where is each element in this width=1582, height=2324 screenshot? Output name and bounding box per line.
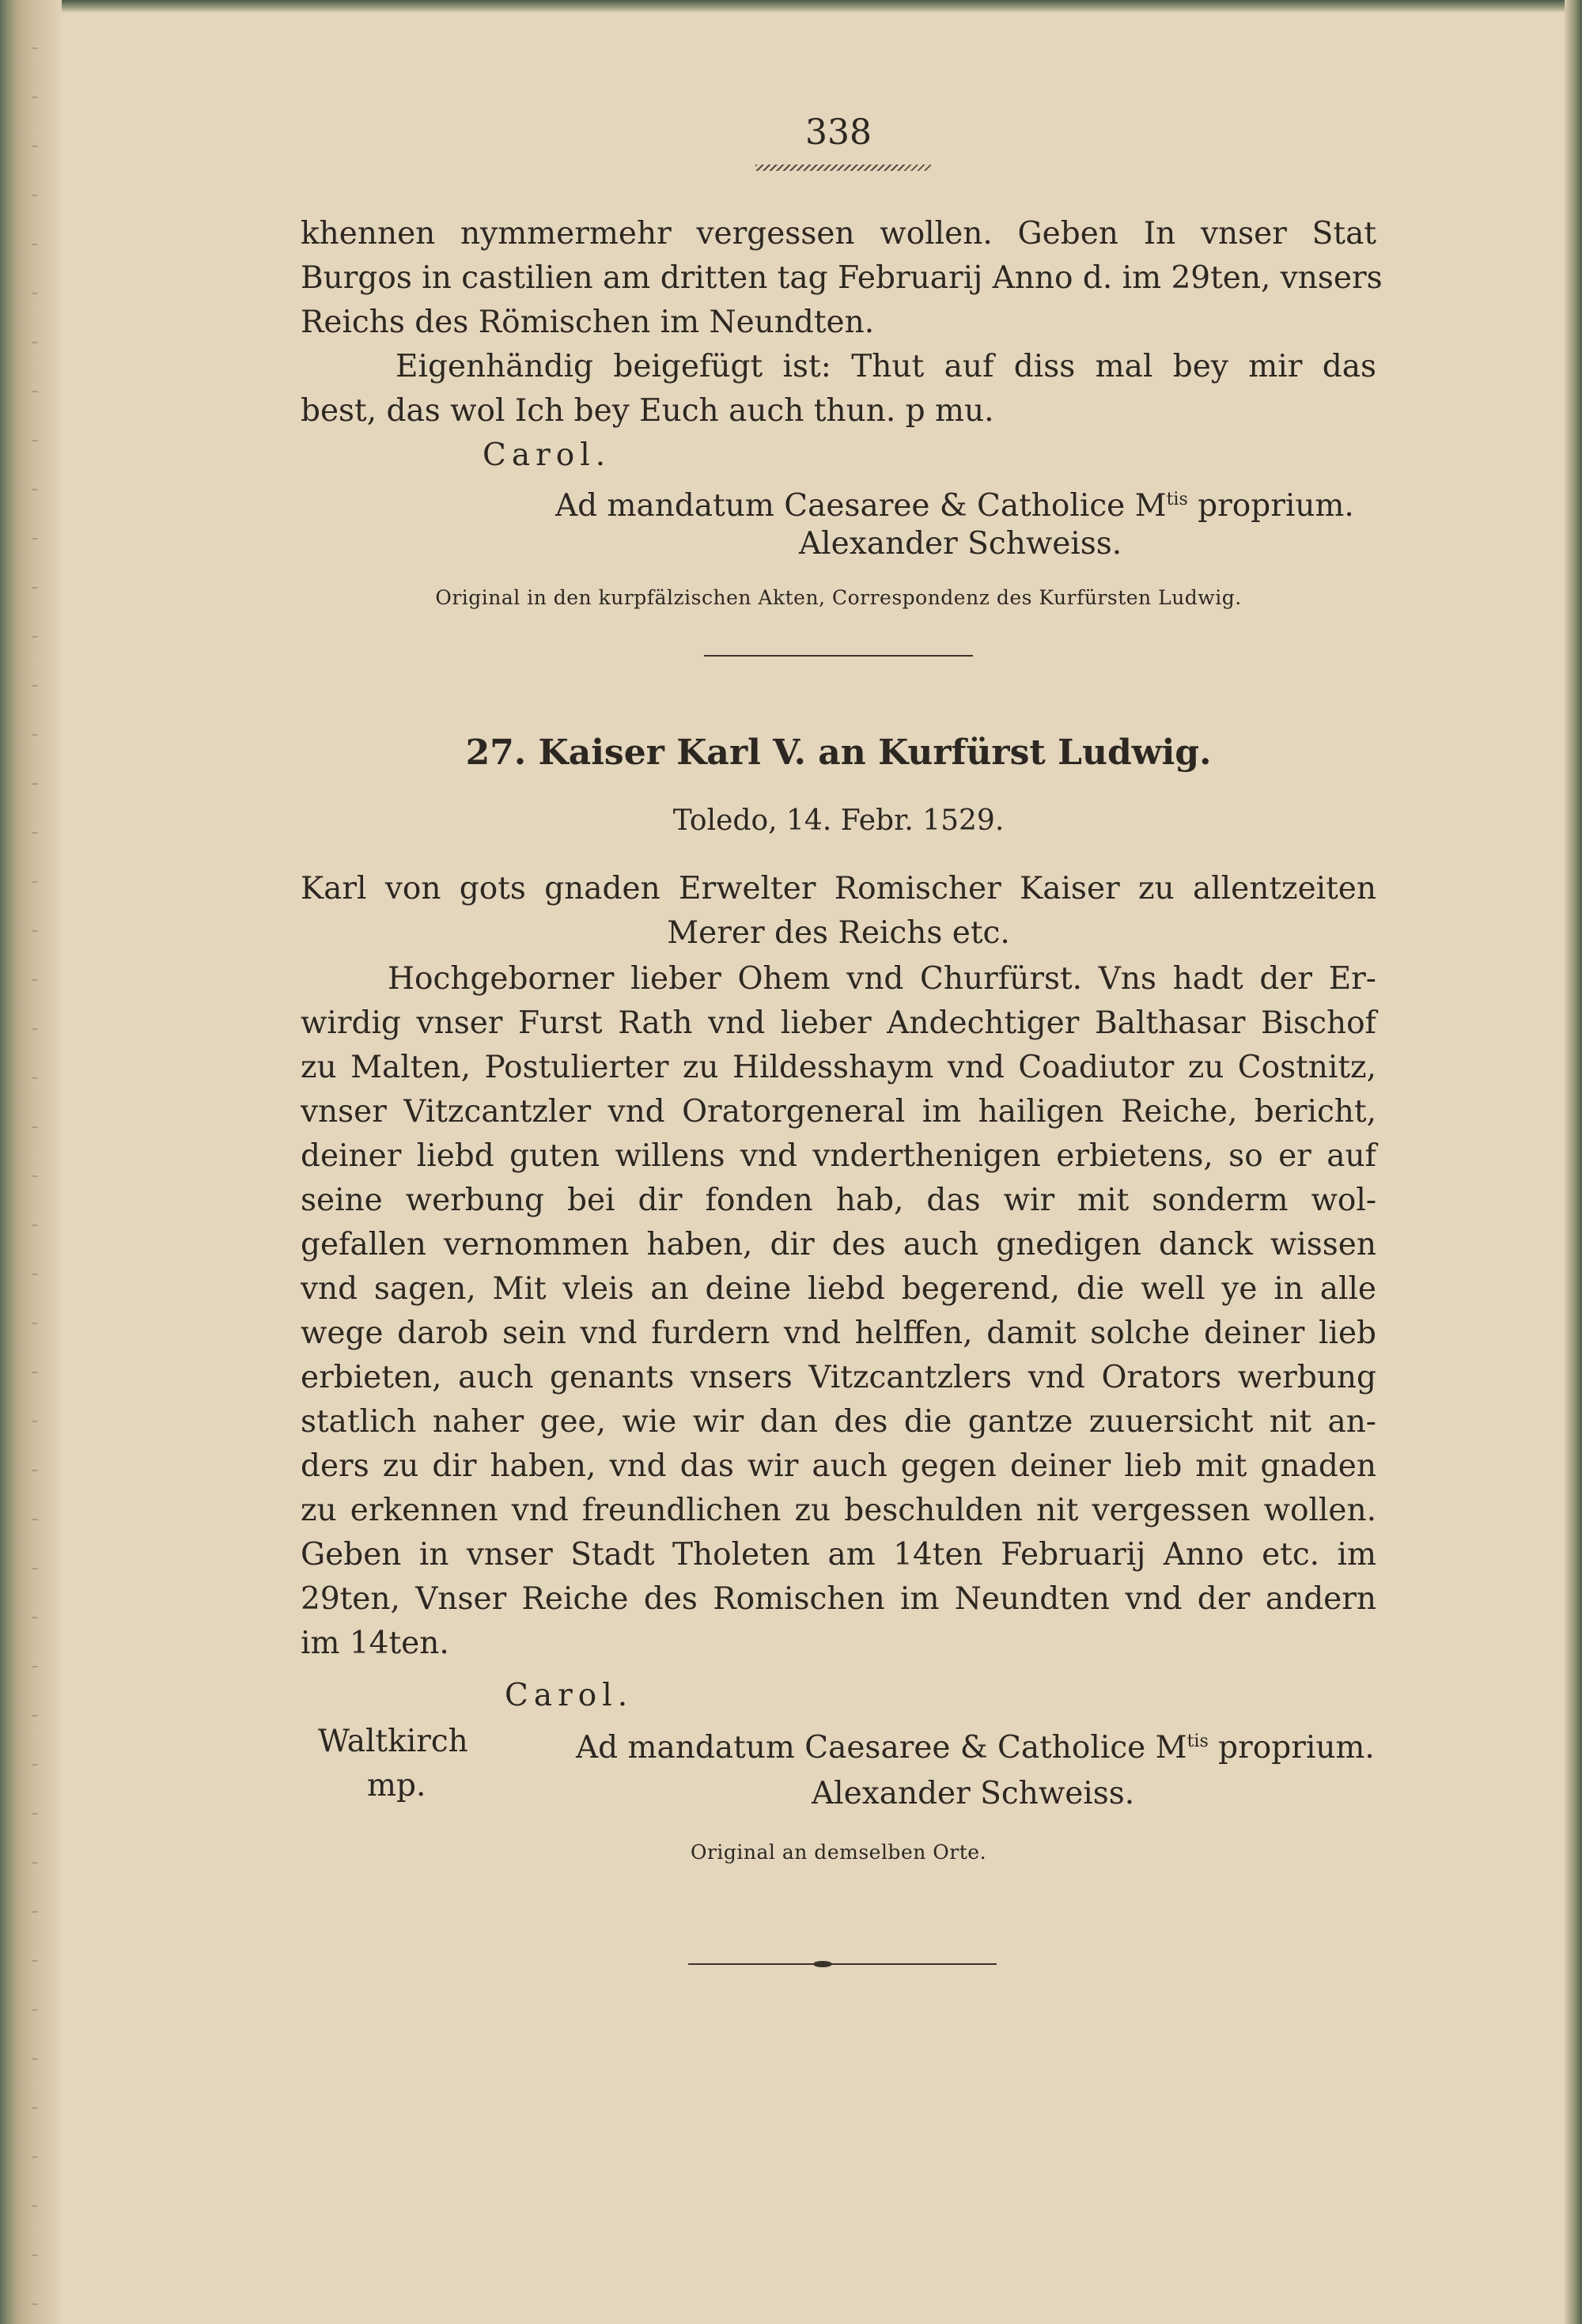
text-line: Burgos in castilien am dritten tag Februarij Anno d. im 29ten, vnsers: [301, 260, 1383, 296]
page-right-edge: [1565, 0, 1582, 2324]
page-number-ornament: [755, 165, 931, 171]
end-ornament-center: [813, 1961, 832, 1967]
signature: Carol.: [483, 437, 611, 473]
page-stack-lines: [32, 0, 38, 2324]
section-divider: [704, 655, 973, 657]
body-line: statlich naher gee, wie wir dan des die gantze zuuersicht nit an-: [301, 1404, 1376, 1440]
mandatum-end: proprium.: [1187, 488, 1354, 524]
mandatum-line: [555, 478, 1354, 528]
intro-line: Karl von gots gnaden Erwelter Romischer Kaiser zu allentzeiten: [301, 871, 1376, 907]
secretary: Alexander Schweiss.: [799, 526, 1122, 562]
mandatum-text: Ad mandatum Caesaree & Catholice M: [555, 488, 1167, 524]
body-line: wege darob sein vnd furdern vnd helffen, damit solche deiner lieb: [301, 1315, 1376, 1351]
mandatum-sup: tis: [1186, 1732, 1209, 1751]
body-line: zu erkennen vnd freundlichen zu beschulden nit vergessen wollen.: [301, 1493, 1376, 1528]
body-line: vnd sagen, Mit vleis an deine liebd begerend, die well ye in alle: [301, 1271, 1376, 1307]
body-line: zu Malten, Postulierter zu Hildesshaym vnd Coadiutor zu Costnitz,: [301, 1050, 1376, 1085]
source-note: Original in den kurpfälzischen Akten, Correspondenz des Kurfürsten Ludwig.: [435, 586, 1242, 609]
intro-line: Merer des Reichs etc.: [667, 915, 1010, 951]
page-content: [301, 0, 1383, 2324]
mandatum-end: proprium.: [1208, 1730, 1375, 1766]
addendum-line: best, das wol Ich bey Euch auch thun. p mu.: [301, 393, 994, 429]
body-line: deiner liebd guten willens vnd vnderthenigen erbietens, so er auf: [301, 1138, 1376, 1174]
body-line: Hochgeborner lieber Ohem vnd Churfürst. Vns hadt der Er-: [388, 961, 1376, 997]
document-heading: 27. Kaiser Karl V. an Kurfürst Ludwig.: [465, 732, 1212, 773]
book-gutter: [0, 0, 62, 2324]
countersign-name: Waltkirch: [318, 1724, 468, 1759]
body-line: gefallen vernommen haben, dir des auch gnedigen danck wissen: [301, 1227, 1376, 1262]
secretary: Alexander Schweiss.: [812, 1776, 1135, 1811]
signature: Carol.: [505, 1678, 634, 1713]
body-line: vnser Vitzcantzler vnd Oratorgeneral im hailigen Reiche, bericht,: [301, 1094, 1376, 1130]
source-note: Original an demselben Orte.: [690, 1841, 987, 1864]
text-line: Reichs des Römischen im Neundten.: [301, 305, 875, 340]
place-date: Toledo, 14. Febr. 1529.: [672, 804, 1005, 837]
text-line: khennen nymmermehr vergessen wollen. Geben In vnser Stat: [301, 216, 1376, 252]
addendum-line: Eigenhändig beigefügt ist: Thut auf diss mal bey mir das: [396, 349, 1376, 384]
mandatum-sup: tis: [1166, 490, 1188, 509]
countersign-mp: mp.: [367, 1768, 426, 1804]
body-line: erbieten, auch genants vnsers Vitzcantzlers vnd Orators werbung: [301, 1360, 1376, 1395]
body-line: 29ten, Vnser Reiche des Romischen im Neundten vnd der andern: [301, 1581, 1376, 1617]
body-line: Geben in vnser Stadt Tholeten am 14ten Februarij Anno etc. im: [301, 1537, 1376, 1573]
body-line: im 14ten.: [301, 1626, 449, 1661]
page-number: 338: [805, 112, 872, 153]
mandatum-line: [576, 1720, 1375, 1770]
body-line: seine werbung bei dir fonden hab, das wir mit sonderm wol-: [301, 1183, 1376, 1218]
mandatum-text: Ad mandatum Caesaree & Catholice M: [576, 1730, 1187, 1766]
body-line: ders zu dir haben, vnd das wir auch gegen deiner lieb mit gnaden: [301, 1448, 1376, 1484]
end-ornament-rule: [688, 1963, 997, 1965]
body-line: wirdig vnser Furst Rath vnd lieber Andechtiger Balthasar Bischof: [301, 1005, 1376, 1041]
